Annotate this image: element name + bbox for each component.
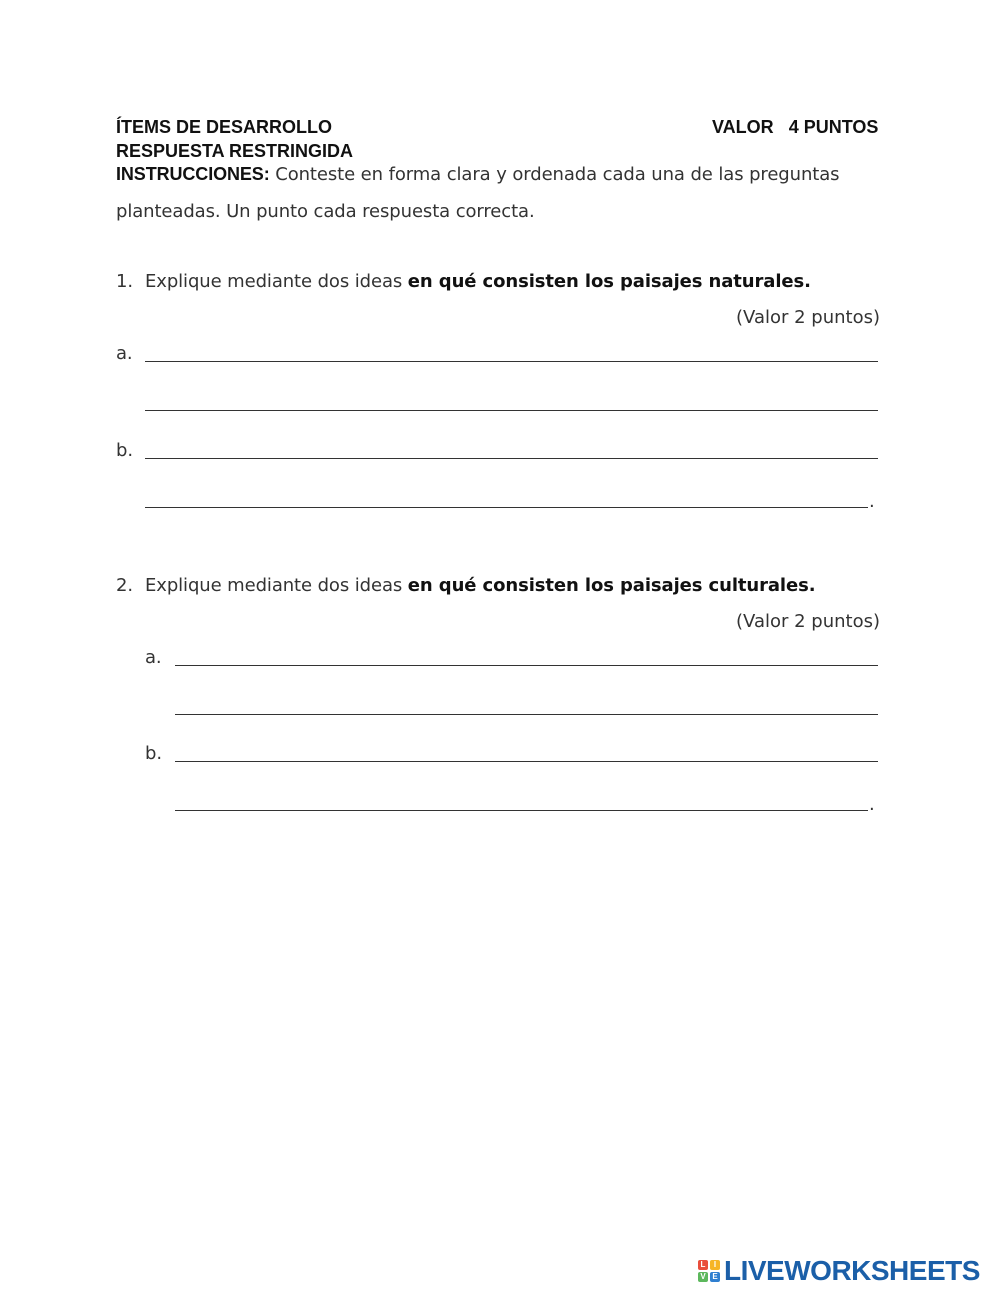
- section-title: ÍTEMS DE DESARROLLO: [116, 117, 333, 137]
- section-subtitle: RESPUESTA RESTRINGIDA: [116, 141, 354, 161]
- question-number: 1.: [116, 271, 133, 292]
- answer-label: a.: [116, 343, 133, 364]
- end-period: .: [869, 491, 875, 512]
- question-text: [145, 271, 811, 292]
- instructions-label: INSTRUCCIONES:: [116, 164, 270, 184]
- logo-brand-text: LIVEWORKSHEETS: [724, 1255, 980, 1286]
- answer-label: a.: [145, 647, 162, 668]
- question-text: [145, 575, 815, 596]
- question-prefix: Explique mediante dos ideas: [145, 575, 403, 596]
- instructions-text-1: Conteste en forma clara y ordenada cada una de las preguntas: [275, 164, 840, 185]
- answer-line[interactable]: [175, 810, 868, 811]
- question-number: 2.: [116, 575, 133, 596]
- value-points: 4 PUNTOS: [788, 117, 879, 137]
- question-emphasis: en qué consisten los paisajes naturales.: [407, 271, 811, 292]
- logo-tile: I: [710, 1260, 720, 1270]
- question-prefix: Explique mediante dos ideas: [145, 271, 403, 292]
- end-period: .: [869, 794, 875, 815]
- instructions-text-2: planteadas. Un punto cada respuesta correcta.: [116, 201, 535, 222]
- answer-line[interactable]: [145, 361, 878, 362]
- liveworksheets-logo: [698, 1255, 996, 1286]
- logo-tile: L: [698, 1260, 708, 1270]
- logo-tile: V: [698, 1272, 708, 1282]
- value-label: VALOR: [712, 117, 774, 137]
- instructions-line-1: [116, 164, 839, 185]
- answer-line[interactable]: [175, 714, 878, 715]
- answer-line[interactable]: [145, 507, 868, 508]
- question-value: (Valor 2 puntos): [736, 611, 880, 632]
- answer-line[interactable]: [145, 410, 878, 411]
- logo-grid-icon: [698, 1260, 720, 1282]
- answer-line[interactable]: [145, 458, 878, 459]
- answer-label: b.: [145, 743, 162, 764]
- answer-label: b.: [116, 440, 133, 461]
- question-emphasis: en qué consisten los paisajes culturales.: [407, 575, 816, 596]
- logo-tile: E: [710, 1272, 720, 1282]
- answer-line[interactable]: [175, 665, 878, 666]
- question-value: (Valor 2 puntos): [736, 307, 880, 328]
- total-value: [712, 117, 878, 138]
- answer-line[interactable]: [175, 761, 878, 762]
